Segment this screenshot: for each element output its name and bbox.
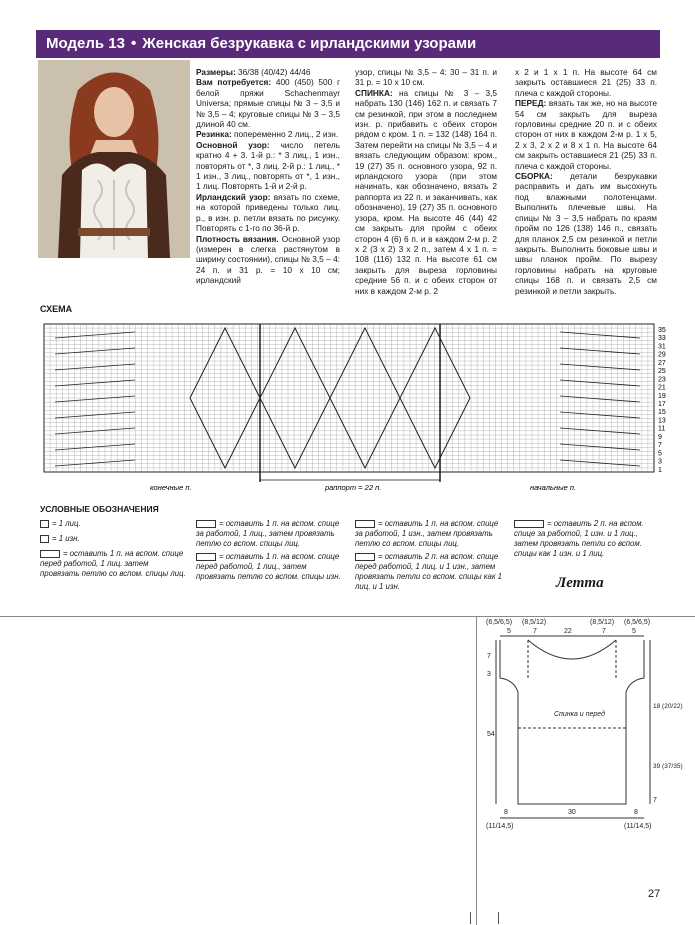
instructions-column-2 — [355, 67, 497, 296]
legend-knit — [40, 519, 190, 529]
row-number: 27 — [658, 359, 666, 367]
dim-5a: 5 — [507, 628, 511, 635]
dim-h3: 3 — [487, 671, 491, 678]
cross-right-symbol — [196, 520, 216, 528]
dim-h18: 18 (20/22) — [653, 703, 683, 710]
model-photo — [38, 60, 190, 258]
density-text: Основной узор (измерен в слегка растянутом в ширину состоянии), спицы № 3,5 – 4: 24 п. и 31 р. = 10 х 10 см; ирландский — [196, 233, 340, 286]
row-number: 35 — [658, 327, 666, 334]
dim-top-right-2: (6,5/6,5) — [624, 619, 651, 626]
sizes-label: Размеры: — [196, 67, 236, 77]
dim-b8b: 8 — [634, 809, 638, 816]
density-label: Плотность вязания. — [196, 233, 279, 244]
purl-symbol — [40, 535, 49, 543]
main-pattern-text: число петель кратно 4 + 3. 1-й р.: * 3 лиц., 1 изн., повторять от *, 3 лиц. 2-й р.: 1 лиц., * 1 изн., 3 лиц., повторять от *, 1 изн., 1 лиц. Повторять 1-й и 2-й р. — [196, 139, 340, 192]
woman-photo-illustration — [38, 60, 190, 258]
page-number: 27 — [648, 888, 661, 900]
legend-item-7-text: = оставить 2 п. на вспом. спице перед работой, 1 лиц. и 1 изн., затем провязать петли со вспом. спицы как 1 лиц. и 1 изн. — [355, 552, 503, 591]
dim-top-left: (6,5/6,5) — [486, 619, 513, 626]
instructions-column-1 — [196, 67, 340, 286]
rib-text: попеременно 2 лиц., 2 изн. — [231, 129, 339, 140]
knitting-chart — [40, 314, 680, 510]
legend-purl-text: = 1 изн. — [52, 534, 80, 543]
legend-item-5-text: = оставить 1 п. на вспом. спице перед работой, 1 лиц., затем провязать петлю со вспом. спицы изн. — [196, 552, 341, 581]
repeat-label: раппорт = 22 п. — [325, 483, 382, 492]
cross-two-left-symbol — [355, 553, 375, 561]
front-text: вязать так же, но на высоте 54 см закрыть для выреза горловины средние 20 п. и с обеих сторон от них в каждом 2-м р. 1 х 5, 2 х 3, 2 х 2 и 8 х 1 п. На высоте 64 см закрыть оставшиеся 21 (25) 33 п. плеча с каждой стороны. — [515, 98, 657, 171]
legend-item-4 — [196, 519, 346, 549]
dim-h39: 39 (37/35) — [653, 763, 683, 770]
row-number: 3 — [658, 458, 662, 466]
legend-item-6 — [355, 519, 505, 549]
legend-item-4-text: = оставить 1 п. на вспом. спице за работой, 1 лиц., затем провязать петлю со вспом. спицы лиц. — [196, 519, 340, 548]
row-number: 33 — [658, 335, 666, 343]
dim-h7b: 7 — [653, 797, 657, 804]
need-text: 400 (450) 500 г белой пряжи Schachenmayr Universa; прямые спицы № 3 – 3,5 и № 3,5 – 4; круговые спицы № 3 – 3,5 длиной 40 см. — [196, 77, 340, 130]
cross-right-purl-symbol — [355, 520, 375, 528]
start-stitches-label: начальные п. — [530, 483, 577, 492]
instructions-column-3 — [515, 67, 657, 296]
brand-logo: Летта — [556, 575, 604, 591]
dim-top-right: (8,5/12) — [590, 619, 615, 626]
dim-h7a: 7 — [487, 653, 491, 660]
assembly-text: детали безрукавки расправить и дать им высохнуть под влажными полотенцами. Выполнить плечевые швы. На спицы № 3 – 3,5 набрать по краям пройм по 126 (138) 146 п., связать для планок 2,5 см резинкой и петли закрыть. Выполнить боковые швы и швы планок пройм. По вырезу горловины набрать на круговые спицы 168 п. и связать 2,5 см резинкой и петли закрыть. — [515, 171, 657, 296]
divider-vertical — [476, 616, 477, 925]
end-stitches-label: конечные п. — [150, 483, 192, 492]
row-number: 25 — [658, 368, 666, 376]
dim-b8a: 8 — [504, 809, 508, 816]
dim-h54: 54 — [487, 731, 495, 738]
legend-knit-text: = 1 лиц. — [52, 519, 81, 528]
legend-item-5 — [196, 552, 346, 582]
row-number: 9 — [658, 433, 662, 441]
cross-left-symbol — [40, 550, 60, 558]
crop-mark — [498, 912, 499, 924]
legend-item-3 — [40, 549, 190, 579]
knit-symbol — [40, 520, 49, 528]
row-number: 5 — [658, 450, 662, 458]
model-number: Модель 13 — [46, 35, 125, 52]
dim-5b: 5 — [632, 628, 636, 635]
need-label: Вам потребуется: — [196, 77, 272, 88]
pattern-diagram — [484, 618, 684, 838]
dim-b30: 30 — [568, 809, 576, 816]
row-number: 19 — [658, 392, 666, 400]
legend-purl — [40, 534, 190, 544]
legend-item-7 — [355, 552, 505, 592]
dim-7a: 7 — [533, 628, 537, 635]
dim-bottom-right: (11/14,5) — [624, 823, 652, 830]
row-number: 21 — [658, 384, 666, 392]
main-pattern-label: Основной узор: — [196, 139, 270, 150]
divider-horizontal — [0, 616, 695, 617]
legend-item-3-text: = оставить 1 п. на вспом. спице перед работой, 1 лиц. затем провязать петлю со вспом. спицы лиц. — [40, 549, 186, 578]
crop-mark — [470, 912, 471, 924]
schema-label: СХЕМА — [40, 304, 73, 314]
legend-item-6-text: = оставить 1 п. на вспом. спице за работой, 1 изн., затем провязать петлю со вспом. спицы лиц. — [355, 519, 499, 548]
dim-7b: 7 — [602, 628, 606, 635]
article-header — [36, 30, 660, 58]
legend-item-8-text: = оставить 2 п. на вспом. спице за работой, 1 изн. и 1 лиц., затем провязать петли со вспом. спицы как 1 изн. и 1 лиц. — [514, 519, 644, 558]
row-number: 17 — [658, 401, 666, 408]
legend-title: УСЛОВНЫЕ ОБОЗНАЧЕНИЯ — [40, 504, 159, 514]
back-text: на спицы № 3 – 3,5 набрать 130 (146) 162 п. и связать 7 см резинкой, при этом в последнем изн. р. прибавить с обеих сторон рядом с кром. 1 п. = 132 (148) 164 п. Затем перейти на спицы № 3,5 – 4 и вязать следующим образом: кром., 19 (27) 35 п. основного узора, 92 п. ирландского узора (при этом начинать, как обозначено, вязать 2 раппорта из 22 п. и заканчивать, как обозначено), 19 (27) 35 п. основного узора, кром. На высоте 46 (44) 42 см закрыть для пройм с обеих сторон 4 (6) 6 п. и в каждом 2-м р. 2 х 2 (3 х 2) 3 х 2 п., затем 4 х 1 п. = 108 (116) 132 п. На высоте 61 см закрыть для выреза горловины средние 56 п. и с обеих сторон от них в каждом 2-м р. 2 — [355, 87, 497, 296]
row-number: 29 — [658, 351, 666, 359]
chart-row-numbers — [658, 327, 666, 474]
assembly-label: СБОРКА: — [515, 171, 553, 182]
dim-22: 22 — [564, 628, 572, 635]
row-number: 31 — [658, 343, 666, 351]
row-number: 13 — [658, 417, 666, 425]
dim-top-left-2: (8,5/12) — [522, 619, 547, 626]
row-number: 1 — [658, 466, 662, 474]
front-label: ПЕРЕД: — [515, 98, 547, 109]
article-title: Женская безрукавка с ирландскими узорами — [142, 35, 477, 52]
density-continued: узор, спицы № 3,5 – 4: 30 – 31 п. и 31 р. = 10 х 10 см. — [355, 67, 497, 88]
rib-label: Резинка: — [196, 129, 232, 140]
legend-item-8 — [514, 519, 664, 559]
row-number: 15 — [658, 409, 666, 417]
diagram-label: Спинка и перед — [554, 711, 605, 718]
row-number: 7 — [658, 442, 662, 450]
sizes-text: 36/38 (40/42) 44/46 — [235, 67, 311, 77]
dim-bottom-left: (11/14,5) — [486, 823, 514, 830]
back-label: СПИНКА: — [355, 87, 393, 98]
row-number: 11 — [658, 425, 666, 433]
row-number: 23 — [658, 376, 666, 384]
chart-grid — [44, 324, 654, 482]
bullet: • — [130, 35, 137, 52]
cross-left-purl-symbol — [196, 553, 216, 561]
cross-two-right-symbol — [514, 520, 544, 528]
irish-pattern-label: Ирландский узор: — [196, 191, 271, 202]
irish-pattern-text: вязать по схеме, на которой приведены только лиц. р., в изн. р. петли вязать по рисунку. Повторять с 1-го по 36-й р. — [196, 191, 340, 234]
back-continued: х 2 и 1 х 1 п. На высоте 64 см закрыть оставшиеся 21 (25) 33 п. плеча с каждой стороны. — [515, 67, 657, 98]
